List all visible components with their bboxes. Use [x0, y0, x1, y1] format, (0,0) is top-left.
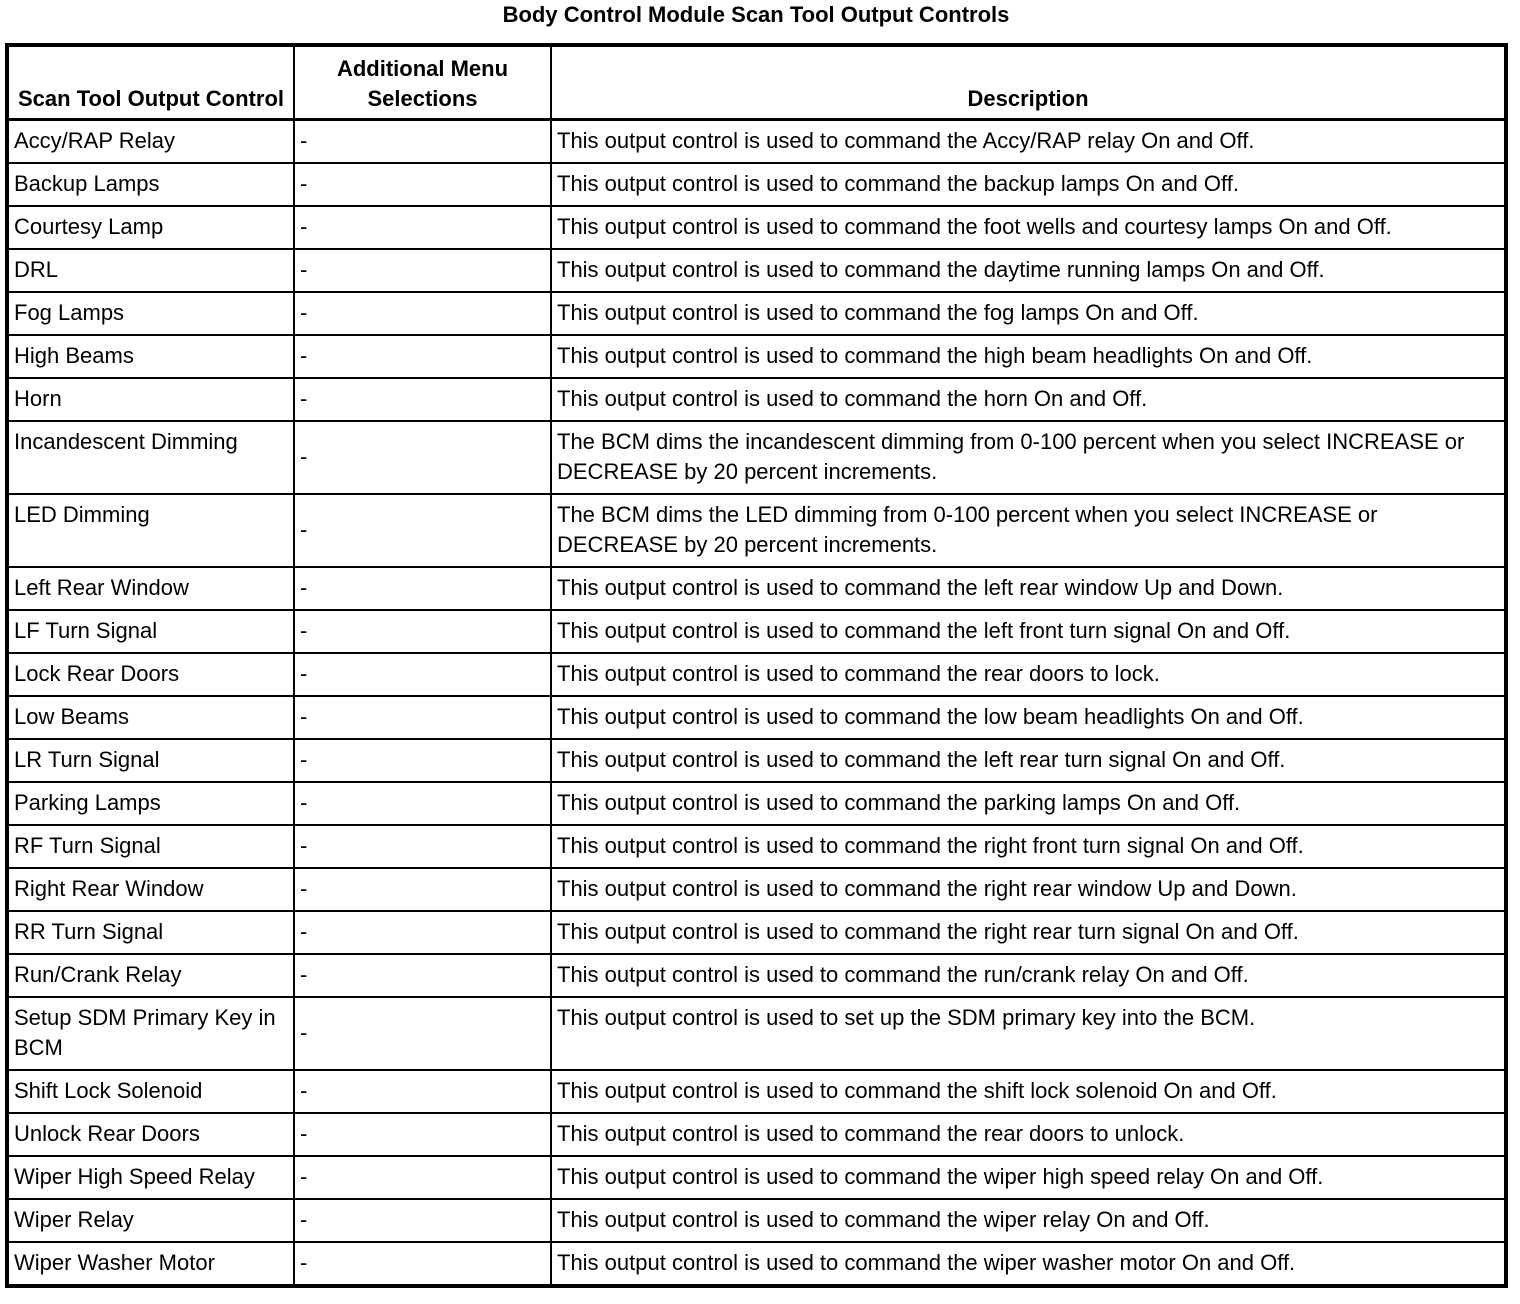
cell-menu-selections: - — [294, 868, 551, 911]
table-row — [7, 1242, 1506, 1286]
cell-menu-selections: - — [294, 163, 551, 206]
cell-description: This output control is used to command the rear doors to lock. — [551, 653, 1506, 696]
cell-description: This output control is used to command the left front turn signal On and Off. — [551, 610, 1506, 653]
cell-control: Lock Rear Doors — [7, 653, 294, 696]
cell-menu-selections: - — [294, 567, 551, 610]
cell-description: This output control is used to command the horn On and Off. — [551, 378, 1506, 421]
cell-control: RF Turn Signal — [7, 825, 294, 868]
header-description: Description — [551, 45, 1506, 120]
table-row — [7, 825, 1506, 868]
cell-menu-selections: - — [294, 292, 551, 335]
cell-description: This output control is used to command the foot wells and courtesy lamps On and Off. — [551, 206, 1506, 249]
cell-control: Accy/RAP Relay — [7, 120, 294, 164]
cell-menu-selections: - — [294, 739, 551, 782]
cell-description: This output control is used to command the right rear turn signal On and Off. — [551, 911, 1506, 954]
cell-description: This output control is used to command the high beam headlights On and Off. — [551, 335, 1506, 378]
cell-menu-selections: - — [294, 610, 551, 653]
cell-description: This output control is used to command the right front turn signal On and Off. — [551, 825, 1506, 868]
table-row — [7, 997, 1506, 1070]
cell-control: Courtesy Lamp — [7, 206, 294, 249]
table-row — [7, 1199, 1506, 1242]
cell-control: Left Rear Window — [7, 567, 294, 610]
cell-control: Unlock Rear Doors — [7, 1113, 294, 1156]
cell-control: Backup Lamps — [7, 163, 294, 206]
cell-control: Horn — [7, 378, 294, 421]
table-row — [7, 653, 1506, 696]
cell-control: LR Turn Signal — [7, 739, 294, 782]
header-menu-selections: Additional Menu Selections — [294, 45, 551, 120]
cell-menu-selections: - — [294, 1242, 551, 1286]
cell-control: Parking Lamps — [7, 782, 294, 825]
cell-description: This output control is used to set up the SDM primary key into the BCM. — [551, 997, 1506, 1070]
cell-control: Wiper Washer Motor — [7, 1242, 294, 1286]
table-row — [7, 1070, 1506, 1113]
cell-menu-selections: - — [294, 997, 551, 1070]
table-row — [7, 954, 1506, 997]
cell-control: Wiper High Speed Relay — [7, 1156, 294, 1199]
table-row — [7, 335, 1506, 378]
table-row — [7, 120, 1506, 164]
table-row — [7, 868, 1506, 911]
table-row — [7, 1113, 1506, 1156]
cell-control: LED Dimming — [7, 494, 294, 567]
table-row — [7, 421, 1506, 494]
cell-menu-selections: - — [294, 653, 551, 696]
cell-control: Wiper Relay — [7, 1199, 294, 1242]
cell-control: Low Beams — [7, 696, 294, 739]
table-row — [7, 378, 1506, 421]
table-row — [7, 249, 1506, 292]
output-controls-table — [5, 43, 1508, 1288]
cell-description: This output control is used to command the parking lamps On and Off. — [551, 782, 1506, 825]
cell-description: This output control is used to command the wiper high speed relay On and Off. — [551, 1156, 1506, 1199]
cell-control: High Beams — [7, 335, 294, 378]
cell-description: This output control is used to command the left rear turn signal On and Off. — [551, 739, 1506, 782]
header-control: Scan Tool Output Control — [7, 45, 294, 120]
table-row — [7, 911, 1506, 954]
cell-description: This output control is used to command the run/crank relay On and Off. — [551, 954, 1506, 997]
cell-menu-selections: - — [294, 1199, 551, 1242]
cell-description: This output control is used to command the backup lamps On and Off. — [551, 163, 1506, 206]
cell-description: This output control is used to command the wiper washer motor On and Off. — [551, 1242, 1506, 1286]
cell-menu-selections: - — [294, 782, 551, 825]
cell-control: Incandescent Dimming — [7, 421, 294, 494]
cell-control: Run/Crank Relay — [7, 954, 294, 997]
table-row — [7, 739, 1506, 782]
cell-description: This output control is used to command the left rear window Up and Down. — [551, 567, 1506, 610]
cell-menu-selections: - — [294, 696, 551, 739]
cell-description: This output control is used to command the fog lamps On and Off. — [551, 292, 1506, 335]
cell-menu-selections: - — [294, 249, 551, 292]
table-row — [7, 163, 1506, 206]
cell-control: Fog Lamps — [7, 292, 294, 335]
cell-control: LF Turn Signal — [7, 610, 294, 653]
cell-menu-selections: - — [294, 494, 551, 567]
table-row — [7, 782, 1506, 825]
table-row — [7, 1156, 1506, 1199]
cell-description: This output control is used to command the low beam headlights On and Off. — [551, 696, 1506, 739]
table-row — [7, 206, 1506, 249]
cell-menu-selections: - — [294, 911, 551, 954]
document-title: Body Control Module Scan Tool Output Controls — [502, 2, 1010, 27]
table-row — [7, 696, 1506, 739]
cell-control: Shift Lock Solenoid — [7, 1070, 294, 1113]
cell-menu-selections: - — [294, 335, 551, 378]
table-row — [7, 567, 1506, 610]
cell-description: This output control is used to command the right rear window Up and Down. — [551, 868, 1506, 911]
cell-description: The BCM dims the incandescent dimming from 0-100 percent when you select INCREASE or DECREASE by 20 percent increments. — [551, 421, 1506, 494]
cell-menu-selections: - — [294, 120, 551, 164]
cell-menu-selections: - — [294, 421, 551, 494]
cell-description: This output control is used to command the wiper relay On and Off. — [551, 1199, 1506, 1242]
cell-menu-selections: - — [294, 954, 551, 997]
cell-menu-selections: - — [294, 825, 551, 868]
cell-control: Right Rear Window — [7, 868, 294, 911]
cell-menu-selections: - — [294, 378, 551, 421]
table-header-row — [7, 45, 1506, 120]
cell-description: This output control is used to command the Accy/RAP relay On and Off. — [551, 120, 1506, 164]
table-row — [7, 292, 1506, 335]
cell-description: This output control is used to command the daytime running lamps On and Off. — [551, 249, 1506, 292]
table-row — [7, 610, 1506, 653]
cell-description: This output control is used to command the shift lock solenoid On and Off. — [551, 1070, 1506, 1113]
cell-description: This output control is used to command the rear doors to unlock. — [551, 1113, 1506, 1156]
table-row — [7, 494, 1506, 567]
cell-control: DRL — [7, 249, 294, 292]
cell-menu-selections: - — [294, 1156, 551, 1199]
cell-menu-selections: - — [294, 1113, 551, 1156]
cell-menu-selections: - — [294, 1070, 551, 1113]
cell-description: The BCM dims the LED dimming from 0-100 percent when you select INCREASE or DECREASE by 20 percent increments. — [551, 494, 1506, 567]
cell-control: Setup SDM Primary Key in BCM — [7, 997, 294, 1070]
cell-menu-selections: - — [294, 206, 551, 249]
cell-control: RR Turn Signal — [7, 911, 294, 954]
